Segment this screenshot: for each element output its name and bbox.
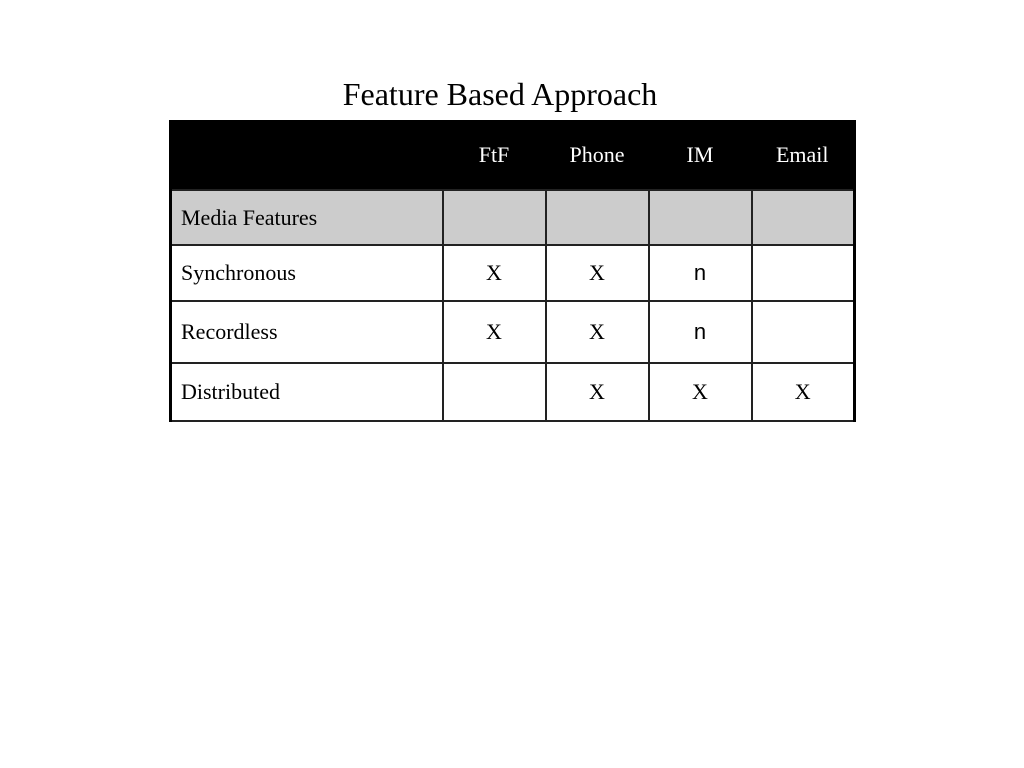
table-cell: X bbox=[752, 363, 855, 421]
table-cell: X bbox=[546, 301, 649, 363]
section-header-cell bbox=[546, 190, 649, 245]
section-header-cell bbox=[649, 190, 752, 245]
column-header-email: Email bbox=[752, 120, 855, 190]
section-header-row bbox=[171, 190, 855, 245]
table-header-row bbox=[171, 120, 855, 190]
table-cell: X bbox=[443, 301, 546, 363]
column-header-im: IM bbox=[649, 120, 752, 190]
table-row bbox=[171, 245, 855, 301]
table-cell: n bbox=[649, 245, 752, 301]
table-cell: X bbox=[649, 363, 752, 421]
table-cell: X bbox=[443, 245, 546, 301]
section-header-cell bbox=[443, 190, 546, 245]
section-header-label: Media Features bbox=[171, 190, 443, 245]
row-label-recordless: Recordless bbox=[171, 301, 443, 363]
column-header-ftf: FtF bbox=[443, 120, 546, 190]
column-header-blank bbox=[171, 120, 443, 190]
table-cell bbox=[752, 245, 855, 301]
slide-title: Feature Based Approach bbox=[342, 76, 658, 112]
table-cell: n bbox=[649, 301, 752, 363]
table-cell bbox=[752, 301, 855, 363]
table-cell bbox=[443, 363, 546, 421]
row-label-distributed: Distributed bbox=[171, 363, 443, 421]
table-row bbox=[171, 363, 855, 421]
feature-comparison-table bbox=[169, 120, 856, 422]
table-cell: X bbox=[546, 363, 649, 421]
section-header-cell bbox=[752, 190, 855, 245]
row-label-synchronous: Synchronous bbox=[171, 245, 443, 301]
table-cell: X bbox=[546, 245, 649, 301]
column-header-phone: Phone bbox=[546, 120, 649, 190]
table-row bbox=[171, 301, 855, 363]
